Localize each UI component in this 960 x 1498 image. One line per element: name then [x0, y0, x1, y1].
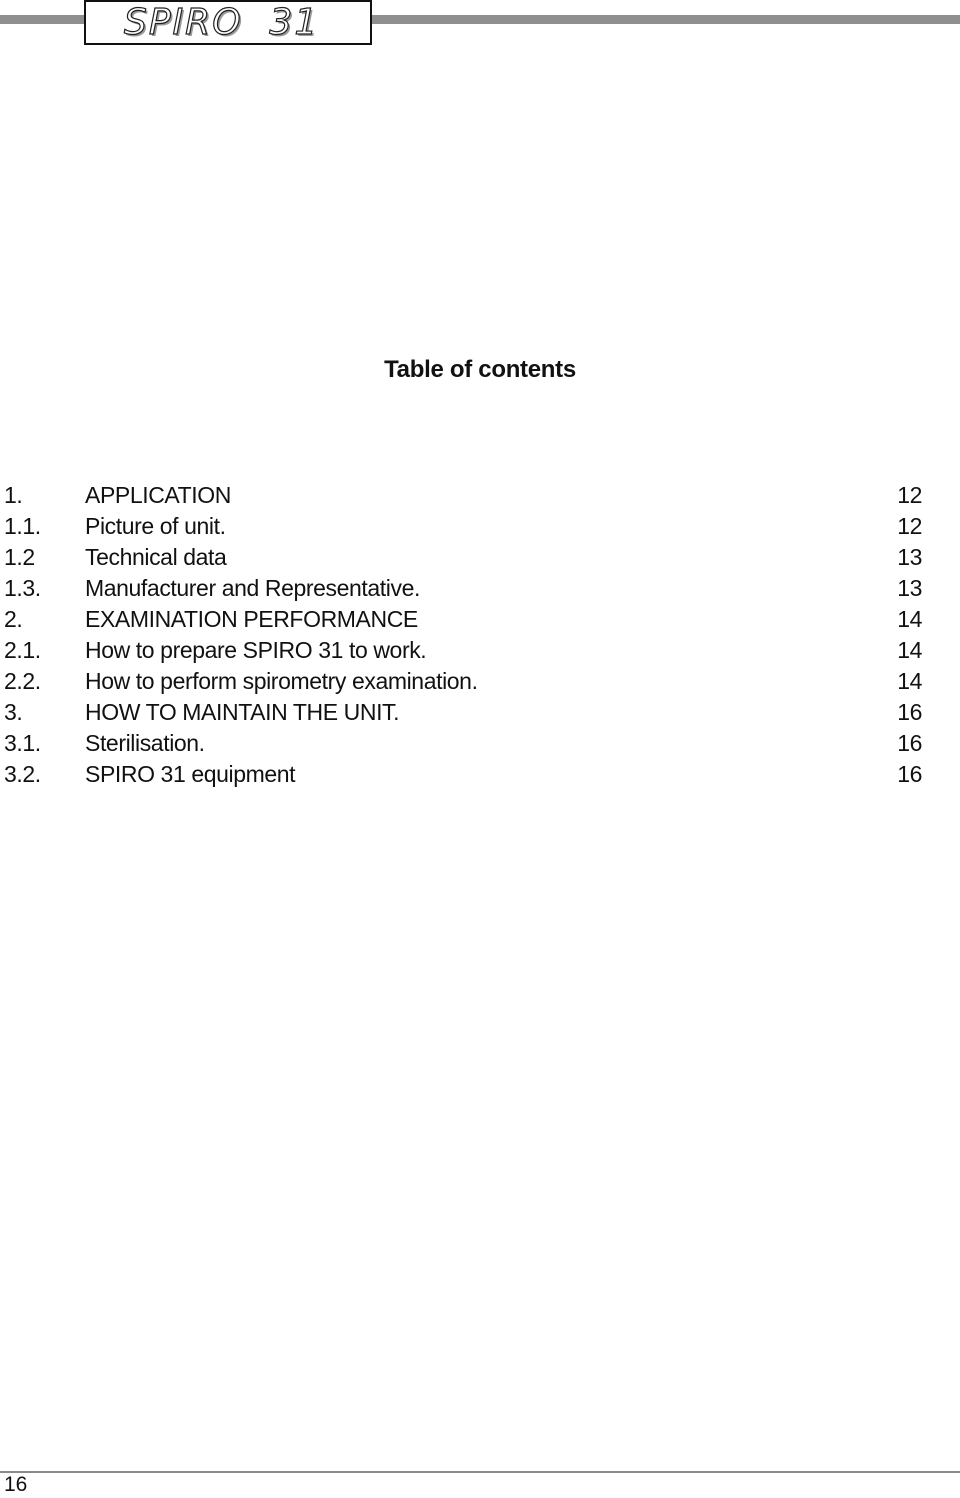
- toc-heading: Table of contents: [384, 356, 576, 383]
- header-title-box: [84, 0, 372, 45]
- toc-entry-page: 16: [897, 730, 922, 756]
- toc-entry-page: 16: [897, 699, 922, 725]
- toc-entry: [0, 542, 960, 573]
- toc-entry-title: EXAMINATION PERFORMANCE: [85, 606, 418, 632]
- toc-list: [0, 480, 960, 790]
- header-title: SPIRO 31: [124, 2, 320, 43]
- toc-entry: [0, 480, 960, 511]
- toc-entry-page: 16: [897, 761, 922, 787]
- toc-entry-page: 13: [897, 544, 922, 570]
- header-bar-left: [0, 15, 86, 24]
- toc-entry-page: 14: [897, 637, 922, 663]
- toc-entry-number: 2.1.: [4, 637, 41, 663]
- toc-entry-page: 13: [897, 575, 922, 601]
- footer-rule: [0, 1471, 960, 1473]
- toc-entry-title: SPIRO 31 equipment: [85, 761, 296, 787]
- toc-entry: [0, 635, 960, 666]
- toc-entry-number: 2.: [4, 606, 23, 632]
- toc-entry-title: How to prepare SPIRO 31 to work.: [85, 637, 427, 663]
- toc-entry: [0, 759, 960, 790]
- toc-entry-title: Technical data: [85, 544, 227, 570]
- header-bar-right: [371, 15, 960, 24]
- toc-entry-title: Sterilisation.: [85, 730, 205, 756]
- toc-entry-number: 2.2.: [4, 668, 41, 694]
- toc-entry-page: 14: [897, 606, 922, 632]
- toc-entry: [0, 604, 960, 635]
- toc-entry-number: 1.3.: [4, 575, 41, 601]
- toc-entry-number: 3.: [4, 699, 23, 725]
- toc-entry-number: 3.2.: [4, 761, 41, 787]
- toc-entry-title: APPLICATION: [85, 482, 231, 508]
- toc-entry-number: 3.1.: [4, 730, 41, 756]
- toc-entry: [0, 728, 960, 759]
- toc-entry-number: 1.2: [4, 544, 35, 570]
- toc-entry-title: HOW TO MAINTAIN THE UNIT.: [85, 699, 400, 725]
- footer-page-number: 16: [4, 1473, 28, 1496]
- toc-entry-number: 1.1.: [4, 513, 41, 539]
- toc-entry-page: 12: [897, 513, 922, 539]
- toc-entry: [0, 697, 960, 728]
- toc-entry: [0, 511, 960, 542]
- toc-entry-title: How to perform spirometry examination.: [85, 668, 478, 694]
- toc-entry-title: Manufacturer and Representative.: [85, 575, 420, 601]
- toc-entry-title: Picture of unit.: [85, 513, 226, 539]
- toc-entry-page: 12: [897, 482, 922, 508]
- toc-entry-page: 14: [897, 668, 922, 694]
- toc-entry: [0, 573, 960, 604]
- toc-entry-number: 1.: [4, 482, 23, 508]
- toc-entry: [0, 666, 960, 697]
